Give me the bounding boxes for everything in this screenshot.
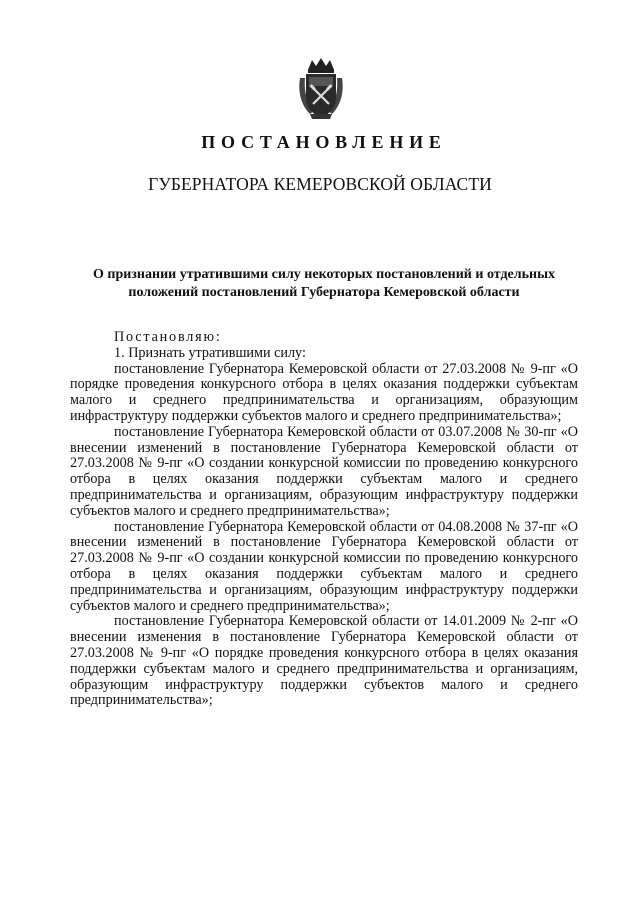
document-title-line: положений постановлений Губернатора Кемеровской области bbox=[128, 285, 520, 300]
document-type-heading: ПОСТАНОВЛЕНИЕ bbox=[201, 132, 447, 152]
clause-item: 1. Признать утратившими силу: bbox=[114, 344, 306, 361]
issuer-heading: ГУБЕРНАТОРА КЕМЕРОВСКОЙ ОБЛАСТИ bbox=[148, 174, 492, 194]
resolve-line: Постановляю: bbox=[114, 329, 222, 345]
body-paragraph: постановление Губернатора Кемеровской области от 27.03.2008 № 9-пг «О порядке проведения конкурсного отбора в целях оказания поддержки субъектам малого и среднего предпринимательства и организациям, образующим инфраструктуру поддержки субъектов малого и среднего предпринимательства»; bbox=[70, 360, 578, 424]
body-paragraph: постановление Губернатора Кемеровской области от 03.07.2008 № 30-пг «О внесении изменений в постановление Губернатора Кемеровской области от 27.03.2008 № 9-пг «О создании конкурсной комиссии по проведению конкурсного отбора в целях оказания поддержки субъектам малого и среднего предпринимательства и организациям, образующим инфраструктуру поддержки субъектов малого и среднего предпринимательства»; bbox=[70, 423, 578, 519]
document-body bbox=[70, 330, 578, 709]
body-paragraph: постановление Губернатора Кемеровской области от 04.08.2008 № 37-пг «О внесении изменений в постановление Губернатора Кемеровской области от 27.03.2008 № 9-пг «О создании конкурсной комиссии по проведению конкурсного отбора в целях оказания поддержки субъектам малого и среднего предпринимательства и организациям, образующим инфраструктуру поддержки субъектов малого и среднего предпринимательства»; bbox=[70, 518, 578, 614]
coat-of-arms-emblem-icon bbox=[296, 56, 346, 122]
document-title bbox=[70, 266, 578, 302]
document-title-line: О признании утратившими силу некоторых постановлений и отдельных bbox=[93, 267, 555, 282]
body-paragraph: постановление Губернатора Кемеровской области от 14.01.2009 № 2-пг «О внесении изменения в постановление Губернатора Кемеровской области от 27.03.2008 № 9-пг «О порядке проведения конкурсного отбора в целях оказания поддержки субъектам малого и среднего предпринимательства и организациям, образующим инфраструктуру поддержки субъектов малого и среднего предпринимательства»; bbox=[70, 613, 578, 709]
